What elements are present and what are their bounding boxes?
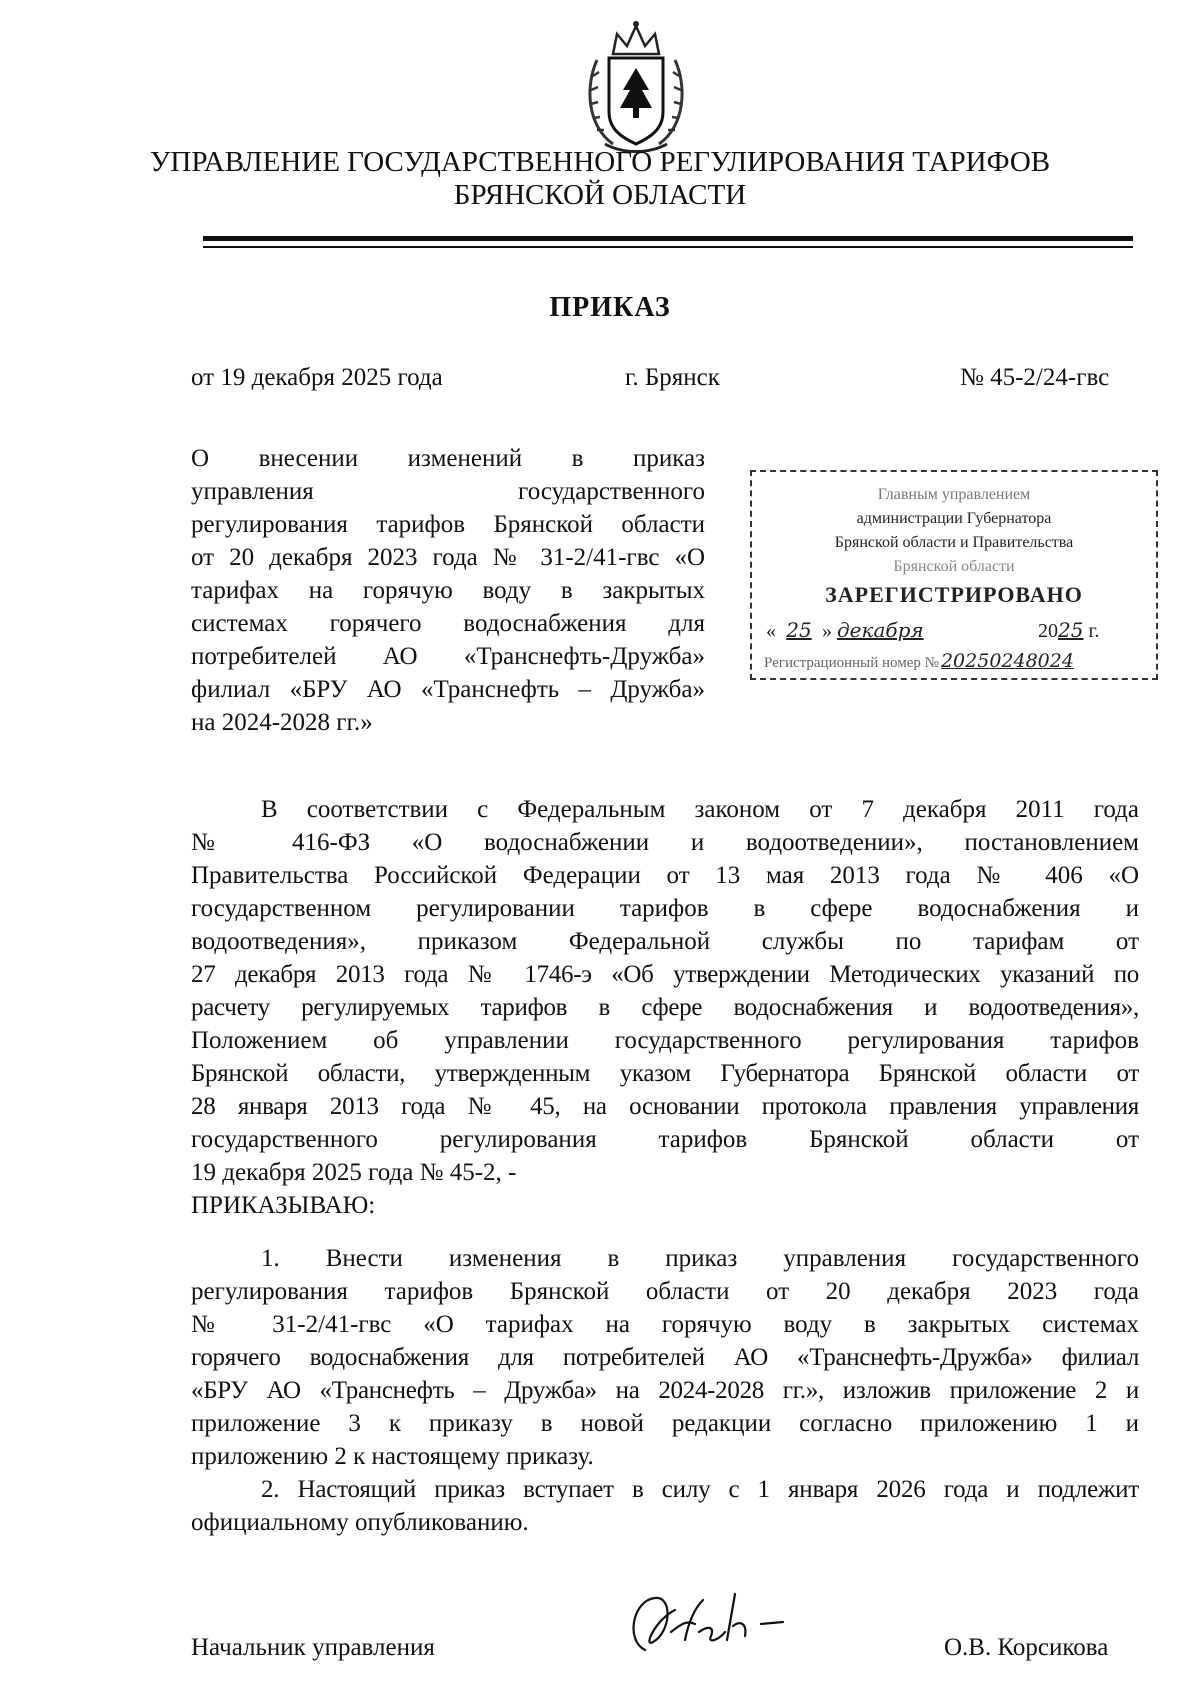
stamp-authority-line3: Брянской области и Правительства (834, 534, 1074, 551)
subject-line: на 2024-2028 гг.» (191, 709, 373, 736)
subject-line: О внесении изменений в приказ (191, 445, 705, 472)
preamble-line: Брянской области, утвержденным указом Губернатора Брянской области от (191, 1060, 1139, 1087)
preamble-line: № 416-ФЗ «О водоснабжении и водоотведении», постановлением (191, 829, 1139, 856)
document-subject (191, 442, 705, 739)
preamble-line: государственного регулирования тарифов Брянской области от (191, 1126, 1139, 1153)
stamp-day: 25 (786, 618, 812, 642)
header-rule-thin (203, 246, 1133, 248)
stamp-status: ЗАРЕГИСТРИРОВАНО (825, 582, 1083, 607)
preamble-line: водоотведения», приказом Федеральной службы по тарифам от (191, 928, 1139, 955)
item-line: 2. Настоящий приказ вступает в силу с 1 января 2026 года и подлежит (261, 1476, 1139, 1503)
document-number: № 45-2/24-гвс (960, 364, 1110, 391)
signatory-position: Начальник управления (191, 1634, 435, 1661)
subject-line: потребителей АО «Транснефть-Дружба» (191, 643, 705, 670)
preamble-line: Правительства Российской Федерации от 13 мая 2013 года № 406 «О (191, 862, 1139, 889)
item-line: горячего водоснабжения для потребителей АО «Транснефть-Дружба» филиал (191, 1344, 1139, 1371)
preamble-line: В соответствии с Федеральным законом от 7 декабря 2011 года (261, 796, 1139, 823)
item-line: приложению 2 к настоящему приказу. (191, 1443, 594, 1470)
header-rule (203, 236, 1133, 241)
subject-line: тарифах на горячую воду в закрытых (191, 577, 705, 604)
subject-line: системах горячего водоснабжения для (191, 610, 705, 637)
document-title: ПРИКАЗ (549, 292, 671, 323)
coat-of-arms-icon (583, 16, 689, 156)
preamble-line: 27 декабря 2013 года № 1746-э «Об утверждении Методических указаний по (191, 961, 1139, 988)
preamble-line: государственном регулировании тарифов в сфере водоснабжения и (191, 895, 1139, 922)
preamble-line: 28 января 2013 года № 45, на основании протокола правления управления (191, 1093, 1139, 1120)
stamp-registration (764, 650, 1148, 672)
stamp-authority-line1: Главным управлением (877, 486, 1031, 503)
subject-line: управления государственного (191, 478, 705, 505)
item-line: приложение 3 к приказу в новой редакции согласно приложению 1 и (191, 1410, 1139, 1437)
stamp-year-end: г. (1088, 620, 1100, 642)
subject-line: филиал «БРУ АО «Транснефть – Дружба» (191, 676, 705, 703)
stamp-authority-line2: администрации Губернатора (856, 510, 1052, 527)
item-line: официальному опубликованию. (191, 1509, 529, 1536)
stamp-year-prefix: 20 (1038, 620, 1058, 642)
item-line: регулирования тарифов Брянской области от 20 декабря 2023 года (191, 1278, 1139, 1305)
preamble-line: Положением об управлении государственного регулирования тарифов (191, 1027, 1139, 1054)
item-line: № 31-2/41-гвс «О тарифах на горячую воду в закрытых системах (191, 1311, 1139, 1338)
stamp-authority-line4: Брянской области (893, 558, 1015, 575)
order-word: ПРИКАЗЫВАЮ: (191, 1192, 376, 1219)
stamp-date: « 25 » декабря 2025 г. (766, 618, 1100, 642)
preamble-line: расчету регулируемых тарифов в сфере водоснабжения и водоотведения», (191, 994, 1139, 1021)
registration-stamp (750, 470, 1158, 680)
document-city: г. Брянск (625, 364, 720, 391)
order-item-1 (191, 1242, 1139, 1473)
stamp-month: декабря (837, 618, 924, 642)
item-line: 1. Внести изменения в приказ управления государственного (261, 1245, 1139, 1272)
document-date: от 19 декабря 2025 года (191, 364, 443, 391)
item-line: «БРУ АО «Транснефть – Дружба» на 2024-2028 гг.», изложив приложение 2 и (191, 1377, 1139, 1404)
preamble (191, 793, 1139, 1222)
order-item-2 (191, 1473, 1139, 1539)
handwritten-signature-icon (615, 1580, 795, 1670)
preamble-line: 19 декабря 2025 года № 45-2, - (191, 1159, 517, 1186)
stamp-year-suffix: 25 (1058, 618, 1084, 642)
organization-name-line1: УПРАВЛЕНИЕ ГОСУДАРСТВЕННОГО РЕГУЛИРОВАНИЯ ТАРИФОВ (149, 146, 1051, 178)
signatory-name: О.В. Корсикова (944, 1634, 1109, 1661)
subject-line: регулирования тарифов Брянской области (191, 511, 705, 538)
subject-line: от 20 декабря 2023 года № 31-2/41-гвс «О (191, 544, 705, 571)
stamp-reg-label: Регистрационный номер № (764, 655, 939, 671)
stamp-reg-number: 20250248024 (940, 650, 1074, 672)
organization-name-line2: БРЯНСКОЙ ОБЛАСТИ (453, 179, 747, 211)
